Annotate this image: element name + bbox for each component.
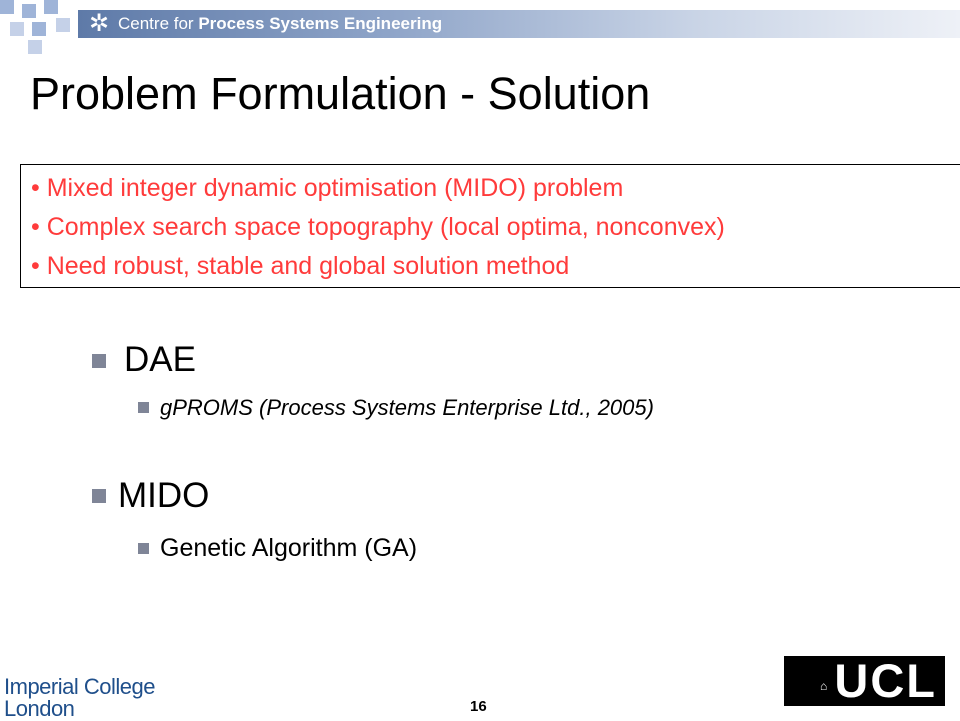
highlight-box xyxy=(20,164,960,288)
note-line-2: • Complex search space topography (local optima, nonconvex) xyxy=(31,213,725,241)
bullet-square-icon xyxy=(92,354,106,368)
header-title: Centre for Process Systems Engineering xyxy=(118,14,443,33)
corner-squares-decoration xyxy=(0,0,84,54)
note-line-1: • Mixed integer dynamic optimisation (MIDO) problem xyxy=(31,174,624,202)
note-line-3: • Need robust, stable and global solution method xyxy=(31,252,570,280)
imperial-college-logo: Imperial College London xyxy=(4,674,155,721)
portico-icon: ⌂ xyxy=(820,679,828,693)
section-detail-mido: Genetic Algorithm (GA) xyxy=(160,534,418,562)
section-detail-dae: gPROMS (Process Systems Enterprise Ltd., 2005) xyxy=(160,395,654,420)
section-heading-mido: MIDO xyxy=(118,476,210,515)
bullet-square-icon xyxy=(138,543,149,554)
ucl-logo: ⌂ UCL xyxy=(784,656,945,706)
bullet-square-icon xyxy=(92,489,106,503)
slide-title: Problem Formulation - Solution xyxy=(30,68,651,119)
bullet-square-icon xyxy=(138,402,149,413)
cpse-logo-icon: ✲ xyxy=(88,10,110,37)
section-heading-dae: DAE xyxy=(124,340,196,379)
page-number: 16 xyxy=(470,698,487,715)
